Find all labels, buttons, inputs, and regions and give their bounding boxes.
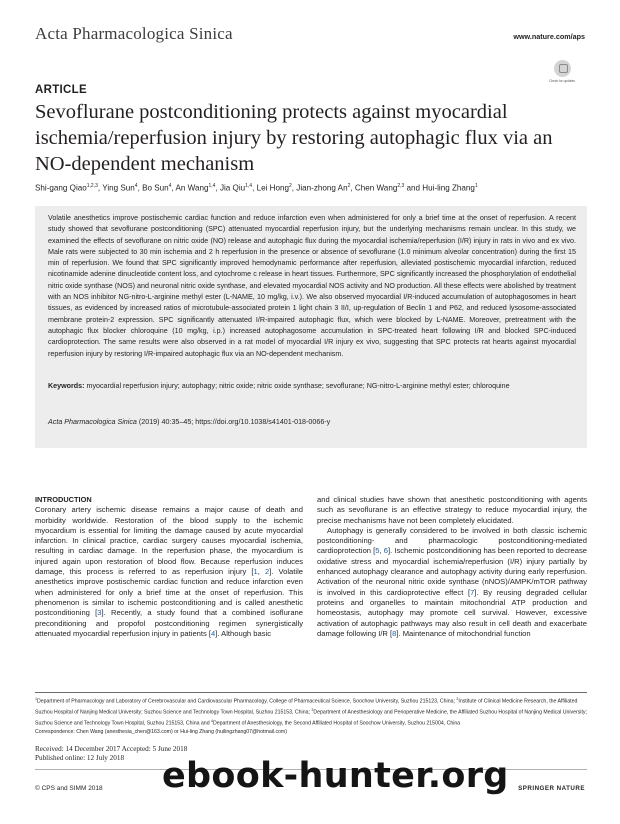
keywords-label: Keywords: bbox=[48, 382, 85, 390]
author-affiliation: 1,2,3 bbox=[86, 183, 98, 189]
author-name: Shi-gang Qiao bbox=[35, 183, 87, 193]
reference-link[interactable]: 1 bbox=[253, 567, 258, 577]
paragraph: Coronary artery ischemic disease remains a major cause of death and morbidity worldwide. Restoration of the blood supply to the ischemic myocardium is essential for limiting the damage caused by acute myocardial infarction. In clinical practice, cardiac surgery causes myocardial ischemia, resulting in cardiac damage. In the reperfusion phase, the myocardium is injured again upon restoration of blood flow. Because reperfusion induces damage, this process is referred to as reperfusion injury [1, 2]. Volatile anesthetics improve postischemic cardiac function and reduce infarction even when administered for only a brief time at the onset of reperfusion. This phenomenon is similar to ischemic postconditioning and is called anesthetic postconditioning [3]. Recently, a study found that a combined isoflurane preconditioning and propofol postconditioning regimen synergistically attenuated myocardial reperfusion injury in patients [4]. Although basic bbox=[35, 505, 304, 638]
paragraph: Autophagy is generally considered to be involved in both classic ischemic postconditioning- and pharmacologic postconditioning-mediated cardioprotection [5, 6]. Ischemic postconditioning has been reported to decrease oxidative stress and myocardial ischemia/reperfusion (I/R) injury partially by enhanced autophagy clearance and autophagy activity during early reperfusion. Activation of the neuronal nitric oxide synthase (nNOS)/AMPK/mTOR pathway is involved in this cardioprotective effect [7]. By reusing degraded cellular proteins and organelles to maintain mitochondrial ATP production and homeostasis, autophagy may promote cell survival. However, excessive activation of autophagic pathways may also result in cell death and exacerbate damage following I/R [8]. Maintenance of mitochondrial function bbox=[317, 525, 587, 638]
author-affiliation: 1,4 bbox=[245, 183, 253, 189]
affiliations: $^1$Department of Pharmacology and Laboratory of Cerebrovascular and Cardiovascular Pharmacology, College of Pharmaceutical Science, Soochow University, Suzhou 215123, China; $^2$Institute of Clinical Medicine Research, the Affiliated Suzhou Hospital of Nanjing Medical University; Suzhou Science and Technology Town Hospital, Suzhou 215153, China; $^3$Department of Anesthesiology and Perioperative Medicine, the Affiliated Suzhou Hospital of Nanjing Medical University; Suzhou Science and Technology Town Hospital, Suzhou 215153, China and $^4$Department of Anesthesiology, the Second Affiliated Hospital of Soochow University, Suzhou 215004, China Correspondence: Chen Wang (anesthesia_chen@163.com) or Hui-ling Zhang (huilingzhang07@hotmail.com) bbox=[35, 697, 587, 736]
author-name: Bo Sun bbox=[142, 183, 169, 193]
correspondence: Correspondence: Chen Wang (anesthesia_chen@163.com) or Hui-ling Zhang (huilingzhang07@hotmail.com) bbox=[35, 729, 287, 736]
author-name: Ying Sun bbox=[102, 183, 135, 193]
author-name: Jian-zhong An bbox=[296, 183, 348, 193]
author-list: Shi-gang Qiao$^{1,2,3}$, Ying Sun$^4$, Bo Sun$^4$, An Wang$^{1,4}$, Jia Qiu$^{1,4}$, Lei Hong$^2$, Jian-zhong An$^2$, Chen Wang$^{2,3}$ and Hui-ling Zhang$^1$ bbox=[35, 183, 478, 193]
paragraph: and clinical studies have shown that anesthetic postconditioning with agents such as sevoflurane is an effective strategy to reduce myocardial injury, the precise mechanisms have not been completely elucidated. bbox=[317, 495, 587, 525]
check-updates-icon bbox=[554, 60, 571, 77]
article-title: Sevoflurane postconditioning protects against myocardial ischemia/reperfusion injury by restoring autophagic flux via an NO-dependent mechanism bbox=[35, 101, 553, 175]
journal-name: Acta Pharmacologica Sinica bbox=[35, 24, 233, 43]
reference-link[interactable]: 2 bbox=[264, 567, 270, 577]
journal-url-link[interactable]: www.nature.com/aps bbox=[513, 32, 585, 41]
author-name: Lei Hong bbox=[256, 183, 289, 193]
author-affiliation: 1 bbox=[474, 183, 478, 189]
body-column-right bbox=[317, 495, 587, 639]
citation bbox=[48, 417, 576, 428]
reference-link[interactable]: 6 bbox=[383, 546, 388, 556]
footnote-divider bbox=[35, 692, 587, 693]
check-updates-label: Check for updates bbox=[549, 79, 575, 83]
citation-details[interactable]: (2019) 40:35–45; https://doi.org/10.1038/s41401-018-0066-y bbox=[138, 418, 331, 426]
check-for-updates-badge[interactable] bbox=[547, 60, 577, 90]
author-affiliation: 2,3 bbox=[397, 183, 405, 189]
body-column-left bbox=[35, 495, 303, 639]
reference-link[interactable]: 4 bbox=[211, 628, 216, 638]
watermark: ebook-hunter.org bbox=[162, 756, 509, 796]
keywords-text: myocardial reperfusion injury; autophagy; nitric oxide; nitric oxide synthase; sevoflurane; NG-nitro-L-arginine methyl ester; chloroquine bbox=[86, 382, 510, 390]
author-affiliation: 1,4 bbox=[208, 183, 216, 189]
reference-link[interactable]: 5 bbox=[375, 546, 380, 556]
published-date: Published online: 12 July 2018 bbox=[35, 754, 125, 762]
author-affiliation: 2 bbox=[347, 183, 351, 189]
author-name: Chen Wang bbox=[354, 183, 398, 193]
author-affiliation: 4 bbox=[134, 183, 138, 189]
reference-link[interactable]: 7 bbox=[470, 587, 475, 597]
keywords bbox=[48, 381, 576, 392]
section-heading: INTRODUCTION bbox=[35, 495, 92, 504]
publisher-logo: SPRINGER NATURE bbox=[518, 785, 585, 792]
received-accepted-date: Received: 14 December 2017 Accepted: 5 June 2018 bbox=[35, 745, 188, 753]
author-affiliation: 2 bbox=[289, 183, 292, 189]
citation-journal: Acta Pharmacologica Sinica bbox=[48, 418, 137, 426]
copyright-notice: © CPS and SIMM 2018 bbox=[35, 785, 103, 792]
abstract-text: Volatile anesthetics improve postischemic cardiac function and reduce infarction even when administered for only a brief time at the onset of reperfusion. A recent study showed that sevoflurane postconditioning (SPC) attenuated myocardial reperfusion injury, but the underlying mechanisms remain unclear. In this study, we examined the effects of sevoflurane on nitric oxide (NO) release and autophagic flux during the myocardial ischemia/reperfusion (I/R) injury in rats in vivo and ex vivo. Male rats were subjected to 30 min ischemia and 2 h reperfusion in the presence or absence of sevoflurane (1.0 minimum alveolar concentration) during the first 15 min of reperfusion. We found that SPC significantly improved hemodynamic performance after reperfusion, alleviated postischemic myocardial infarction, reduced nicotinamide adenine dinucleotide content loss, and cytochrome c release in heart tissues. Furthermore, SPC significantly increased the phosphorylation of endothelial nitric oxide synthase (NOS) and neuronal nitric oxide synthase, and elevated myocardial NOS activity and NO production. All these effects were abolished by treatment with an NOS inhibitor NG-nitro-L-arginine methyl ester (L-NAME, 10 mg/kg, i.v.). We also observed myocardial I/R-induced accumulation of autophagosomes in heart tissues, as evidenced by increased ratios of microtubule-associated protein 1 light chain 3 II/I, up-regulation of Beclin 1 and P62, and reduced lysosome-associated membrane protein-2 expression. SPC significantly attenuated I/R-impaired autophagic flux, which were blocked by L-NAME. Moreover, pretreatment with the autophagic flux blocker chloroquine (10 mg/kg, i.p.) increased autophagosome accumulation in SPC-treated heart following I/R and blocked SPC-induced cardioprotection. The same results were also observed in a rat model of myocardial I/R injury ex vivo, suggesting that SPC protects rat hearts against myocardial reperfusion injury by restoring I/R-impaired autophagic flux via an NO-dependent mechanism. bbox=[48, 214, 576, 358]
reference-link[interactable]: 8 bbox=[392, 628, 397, 638]
author-name: Jia Qiu bbox=[219, 183, 246, 193]
author-affiliation: 4 bbox=[168, 183, 172, 189]
author-name: Hui-ling Zhang bbox=[422, 183, 475, 193]
reference-link[interactable]: 3 bbox=[97, 608, 102, 618]
article-type-label: ARTICLE bbox=[35, 84, 87, 96]
author-name: An Wang bbox=[175, 183, 209, 193]
